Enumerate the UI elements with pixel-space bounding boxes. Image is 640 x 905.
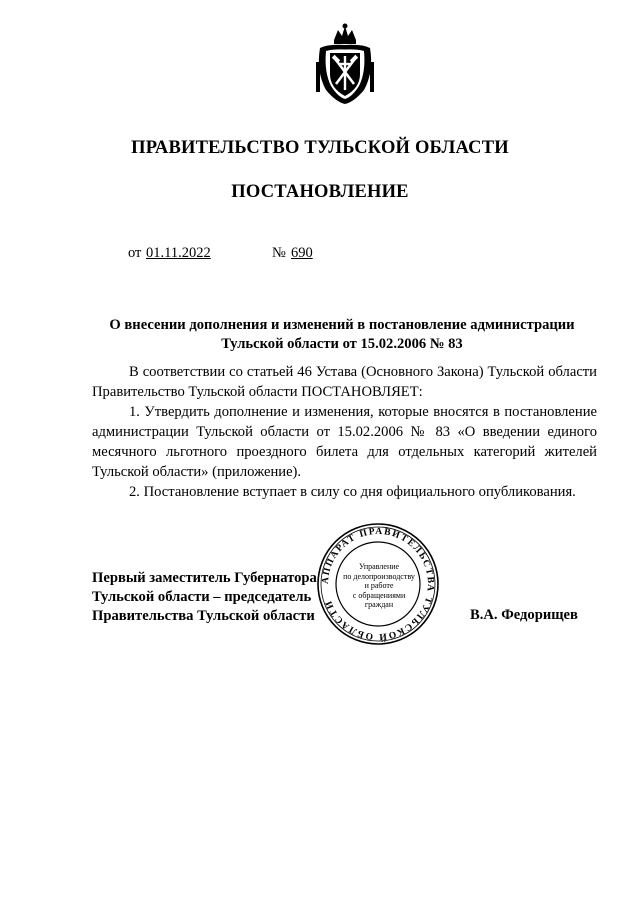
document-type: ПОСТАНОВЛЕНИЕ — [231, 182, 409, 202]
signatory-name: В.А. Федорищев — [470, 607, 578, 623]
stamp-line: и работе — [364, 581, 394, 591]
document-subject — [92, 316, 592, 354]
stamp-ring-text: АППАРАТ ПРАВИТЕЛЬСТВА ТУЛЬСКОЙ ОБЛАСТИ — [320, 526, 436, 642]
stamp-line: с обращениями — [352, 590, 406, 600]
coat-of-arms-emblem — [312, 22, 378, 106]
signatory-position — [92, 569, 317, 626]
subject-line: О внесении дополнения и изменений в постановление администрации — [109, 317, 575, 333]
document-number: 690 — [291, 245, 313, 261]
stamp-line: по делопроизводству — [343, 571, 415, 581]
document-date: 01.11.2022 — [146, 245, 211, 261]
organization-title: ПРАВИТЕЛЬСТВО ТУЛЬСКОЙ ОБЛАСТИ — [131, 138, 509, 158]
body-paragraph: 2. Постановление вступает в силу со дня официального опубликования. — [129, 484, 576, 500]
position-line: Правительства Тульской области — [92, 608, 315, 624]
stamp-line: граждан — [364, 600, 394, 610]
stamp-line: Управление — [358, 562, 400, 571]
subject-line: Тульской области от 15.02.2006 № 83 — [221, 336, 463, 352]
date-prefix: от — [128, 245, 142, 261]
number-prefix: № — [272, 245, 286, 261]
body-paragraph: 1. Утвердить дополнение и изменения, которые вносятся в постановление администрации Тульской области от 15.02.2006 № 83 «О введении единого месячного льготного проездного билета для отдельных категорий жителей Тульской области» (приложение). — [92, 404, 597, 480]
document-body — [92, 362, 597, 502]
position-line: Первый заместитель Губернатора — [92, 570, 317, 586]
position-line: Тульской области – председатель — [92, 589, 312, 605]
stamp-inner-text — [340, 562, 418, 610]
body-paragraph: В соответствии со статьей 46 Устава (Основного Закона) Тульской области Правительство Тульской области ПОСТАНОВЛЯЕТ: — [92, 364, 597, 400]
